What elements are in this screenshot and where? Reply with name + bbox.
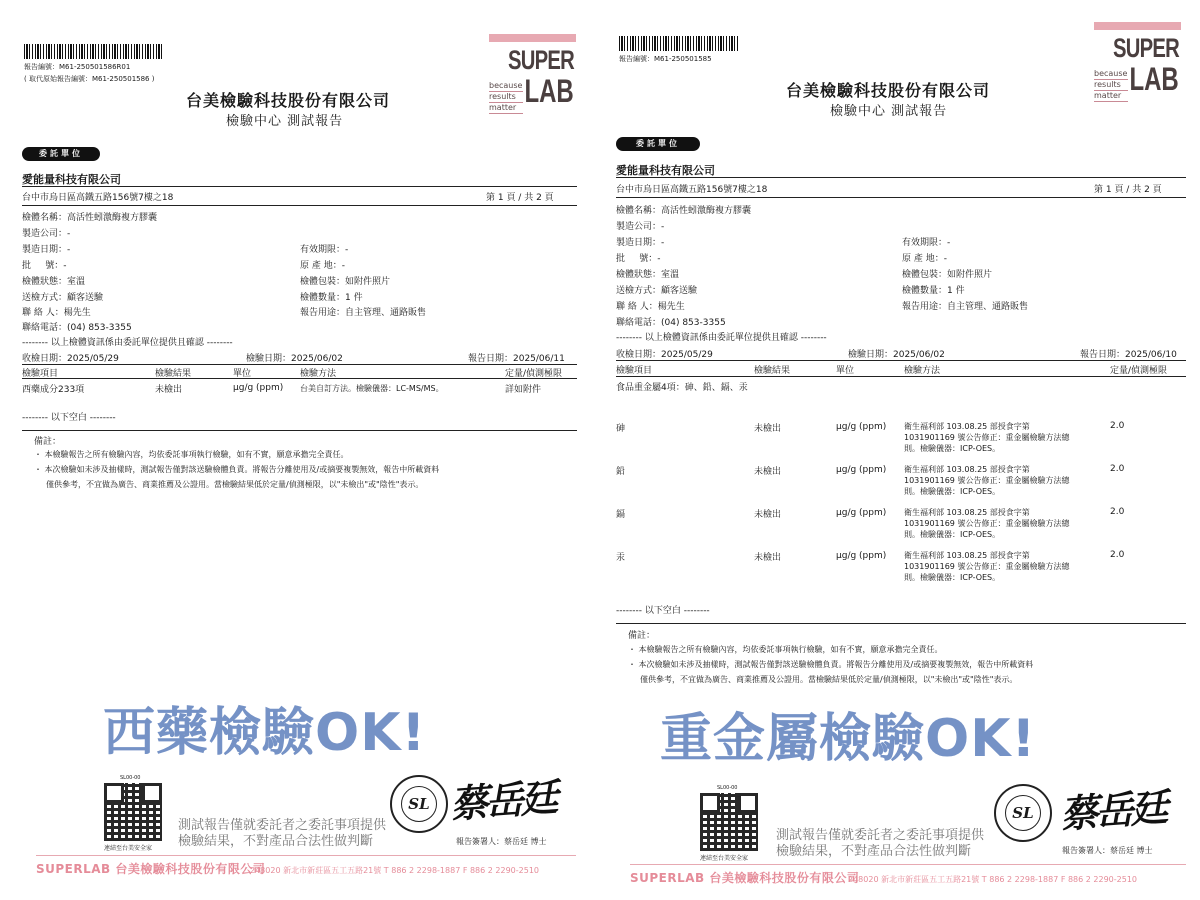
report-date: 報告日期：2025/06/10	[1080, 350, 1177, 360]
note-2a: ・ 本次檢驗如未涉及抽樣時，測試報告僅對該送驗檢體負責。將報告分離使用及/或摘要複製無效，報告中所載資料	[628, 660, 1034, 669]
footer-note-1: 測試報告僅就委託者之委託事項提供	[178, 818, 387, 833]
signer: 報告簽署人：蔡岳廷 博士	[456, 837, 547, 846]
usage: 報告用途：自主管理、通路販售	[902, 302, 1029, 312]
contact: 聯 絡 人：楊先生	[616, 302, 685, 312]
manufacturer: 製造公司：-	[616, 222, 665, 232]
client-name: 愛能量科技有限公司	[616, 164, 715, 177]
original-report-number: ( 取代原始報告編號：M61-250501586 )	[24, 75, 155, 83]
client-address: 台中市烏日區高鐵五路156號7樓之18	[22, 193, 174, 203]
tested-date: 檢驗日期：2025/06/02	[848, 350, 945, 360]
client-pill: 委託單位	[616, 137, 700, 151]
sample-state: 檢體狀態：室溫	[22, 277, 86, 287]
th-unit: 單位	[836, 366, 855, 376]
group-title: 食品重金屬4項：砷、鉛、鎘、汞	[616, 383, 748, 393]
superlab-logo: SUPER LAB because results matter	[1094, 22, 1181, 108]
logo-tagline: because results matter	[489, 81, 523, 112]
contact: 聯 絡 人：楊先生	[22, 308, 91, 318]
note-1: ・ 本檢驗報告之所有檢驗內容，均依委託事項執行檢驗，如有不實，願意承擔完全責任。	[628, 645, 943, 654]
qr-code[interactable]	[700, 793, 758, 851]
note-2a: ・ 本次檢驗如未涉及抽樣時，測試報告僅對該送驗檢體負責。將報告分離使用及/或摘要複製無效，報告中所載資料	[34, 465, 440, 474]
notes-title: 備註：	[34, 437, 62, 447]
th-method: 檢驗方法	[300, 369, 337, 379]
blank-end: -------- 以下空白 --------	[22, 413, 116, 423]
notes-title: 備註：	[628, 631, 656, 641]
th-limit: 定量/偵測極限	[505, 369, 563, 379]
lab-seal: SL	[994, 784, 1052, 842]
th-item: 檢驗項目	[22, 369, 59, 379]
signature: 蔡岳廷	[1058, 784, 1167, 837]
superlab-logo: SUPER LAB because results matter	[489, 34, 576, 120]
table-row-limit: 詳如附件	[505, 385, 542, 395]
sample-name: 檢體名稱：高活性蚓激酶複方膠囊	[22, 213, 158, 223]
page-info: 第 1 頁 / 共 2 頁	[486, 193, 554, 203]
blank-end: -------- 以下空白 --------	[616, 606, 710, 616]
table-row-method: 台美自訂方法。檢驗儀器：LC-MS/MS。	[300, 384, 444, 393]
footer-brand: SUPERLAB 台美檢驗科技股份有限公司	[36, 862, 266, 876]
mfg-date: 製造日期：-	[616, 238, 665, 248]
table-row-item: 西藥成分233項	[22, 385, 85, 395]
footer-note-2: 檢驗結果，不對產品合法性做判斷	[776, 844, 972, 859]
report-subtitle: 檢驗中心 測試報告	[830, 104, 948, 119]
sample-state: 檢體狀態：室溫	[616, 270, 680, 280]
manufacturer: 製造公司：-	[22, 229, 71, 239]
delivery: 送檢方式：顧客送驗	[616, 286, 698, 296]
company-name: 台美檢驗科技股份有限公司	[786, 81, 991, 100]
sample-name: 檢體名稱：高活性蚓激酶複方膠囊	[616, 206, 752, 216]
th-item: 檢驗項目	[616, 366, 653, 376]
packaging: 檢體包裝：如附件照片	[902, 270, 993, 280]
packaging: 檢體包裝：如附件照片	[300, 277, 391, 287]
report-subtitle: 檢驗中心 測試報告	[226, 114, 344, 129]
th-method: 檢驗方法	[904, 366, 941, 376]
footer-address: 248020 新北市新莊區五工五路21號 T 886 2 2298-1887 F 886 2 2290-2510	[250, 866, 540, 875]
footer-brand: SUPERLAB 台美檢驗科技股份有限公司	[630, 871, 860, 885]
th-limit: 定量/偵測極限	[1110, 366, 1168, 376]
note-2b: 僅供參考，不宜做為廣告、商業推薦及公證用。當檢驗結果低於定量/偵測極限，以"未檢出"或"陰性"表示。	[640, 675, 1018, 684]
note-1: ・ 本檢驗報告之所有檢驗內容，均依委託事項執行檢驗，如有不實，願意承擔完全責任。	[34, 450, 349, 459]
expiry: 有效期限：-	[300, 245, 349, 255]
th-unit: 單位	[233, 369, 252, 379]
th-result: 檢驗結果	[155, 369, 192, 379]
origin: 原 產 地：-	[300, 261, 345, 271]
footer-note-2: 檢驗結果，不對產品合法性做判斷	[178, 834, 374, 849]
origin: 原 產 地：-	[902, 254, 947, 264]
qr-top-label: SL00-00	[120, 775, 141, 781]
footer-note-1: 測試報告僅就委託者之委託事項提供	[776, 828, 985, 843]
info-note: -------- 以上檢體資訊係由委託單位提供且確認 --------	[616, 333, 827, 343]
signer: 報告簽署人：蔡岳廷 博士	[1062, 846, 1153, 855]
footer-address: 248020 新北市新莊區五工五路21號 T 886 2 2298-1887 F 886 2 2290-2510	[848, 875, 1138, 884]
th-result: 檢驗結果	[754, 366, 791, 376]
approval-stamp: 西藥檢驗OK!	[103, 703, 427, 763]
mfg-date: 製造日期：-	[22, 245, 71, 255]
barcode	[24, 44, 164, 59]
page-info: 第 1 頁 / 共 2 頁	[1094, 185, 1162, 195]
usage: 報告用途：自主管理、通路販售	[300, 308, 427, 318]
received-date: 收檢日期：2025/05/29	[616, 350, 713, 360]
client-pill: 委託單位	[22, 147, 100, 161]
qr-caption: 連結至台美安全家	[700, 855, 749, 862]
table-row-unit: μg/g (ppm)	[233, 383, 284, 393]
company-name: 台美檢驗科技股份有限公司	[186, 91, 391, 110]
report-heavy-metals: 報告編號：M61-250501585 SUPER LAB because results matter 台美檢驗科技股份有限公司 檢驗中心 測試報告 委託單位 愛能量科技有限公司 台中市烏日區高鐵五路156號7樓之18 第 1 頁 / 共 2 頁 檢體名稱：高活性蚓激酶複方膠囊 製造公司：- 製造日期：- 有效期限：- 批 號：- 原 產 地：- 檢體狀態：室溫 檢體包裝：如附件照片 送檢方式：顧客送驗 檢體數量：1 件 聯 絡 人：楊先生 報告用途：自主管理、通路販售 聯絡電話：(04) 853-3355 -------- 以上檢體資訊係由委託單位提供且確認 -------- 收檢日期：2025/05/29 檢驗日期：2025/06/02 報告日期：2025/06/10 檢驗項目 檢驗結果 單位 檢驗方法 定量/偵測極限 食品重金屬4項：砷、鉛、鎘、汞 砷 未檢出 μg/g (ppm) 衛生福利部 103.08.25 部授食字第 1031901169 號公告修正：重金屬檢驗方法總 則。檢驗儀器：ICP-OES。 2.0 鉛 未檢出 μg/g (ppm) 衛生福利部 103.08.25 部授食字第 1031901169 號公告修正：重金屬檢驗方法總 則。檢驗儀器：ICP-OES。 2.0 鎘 未檢出 μg/g (ppm) 衛生福利部 103.08.25 部授食字第 1031901169 號公告修正：重金屬檢驗方法總 則。檢驗儀器：ICP-OES。 2.0 汞 未檢出 μg/g (ppm) 衛生福利部 103.08.25 部授食字第 1031901169 號公告修正：重金屬檢驗方法總 則。檢驗儀器：ICP-OES。 2.0 -------- 以下空白 -------- 備註： ・ 本檢驗報告之所有檢驗內容，均依委託事項執行檢驗，如有不實，願意承擔完全責任。 ・ 本次檢驗如未涉及抽樣時，測試報告僅對該送驗檢體負責。將報告分離使用及/或摘要複製無效，報告中所載資料 僅供參考，不宜做為廣告、商業推薦及公證用。當檢驗結果低於定量/偵測極限，以"未檢出"或"陰性"表示。 重金屬檢驗OK! SL00-00 連結至台美安全家 測試報告僅就委託者之委託事項提供 檢驗結果，不對產品合法性做判斷 SL 蔡岳廷 報告簽署人：蔡岳廷 博士 SUPERLAB 台美檢驗科技股份有限公司 248020 新北市新莊區五工五路21號 T 886 2 2298-1887 F 886 2 2290-2510	[600, 0, 1200, 900]
batch: 批 號：-	[22, 261, 67, 271]
expiry: 有效期限：-	[902, 238, 951, 248]
qr-top-label: SL00-00	[717, 785, 738, 791]
approval-stamp: 重金屬檢驗OK!	[660, 709, 1037, 769]
note-2b: 僅供參考，不宜做為廣告、商業推薦及公證用。當檢驗結果低於定量/偵測極限，以"未檢出"或"陰性"表示。	[46, 480, 424, 489]
report-number: 報告編號：M61-250501585	[619, 55, 712, 63]
tested-date: 檢驗日期：2025/06/02	[246, 354, 343, 364]
client-address: 台中市烏日區高鐵五路156號7樓之18	[616, 185, 768, 195]
quantity: 檢體數量：1 件	[300, 293, 363, 303]
phone: 聯絡電話：(04) 853-3355	[22, 323, 132, 333]
barcode	[619, 36, 739, 51]
phone: 聯絡電話：(04) 853-3355	[616, 318, 726, 328]
table-row-result: 未檢出	[155, 385, 183, 395]
qr-caption: 連結至台美安全家	[104, 845, 153, 852]
logo-tagline: because results matter	[1094, 69, 1128, 100]
batch: 批 號：-	[616, 254, 661, 264]
report-date: 報告日期：2025/06/11	[468, 354, 565, 364]
signature: 蔡岳廷	[448, 774, 557, 827]
received-date: 收檢日期：2025/05/29	[22, 354, 119, 364]
delivery: 送檢方式：顧客送驗	[22, 293, 104, 303]
client-name: 愛能量科技有限公司	[22, 173, 121, 186]
lab-seal: SL	[390, 775, 448, 833]
report-number: 報告編號：M61-250501586R01	[24, 63, 131, 71]
quantity: 檢體數量：1 件	[902, 286, 965, 296]
info-note: -------- 以上檢體資訊係由委託單位提供且確認 --------	[22, 338, 233, 348]
qr-code[interactable]	[104, 783, 162, 841]
